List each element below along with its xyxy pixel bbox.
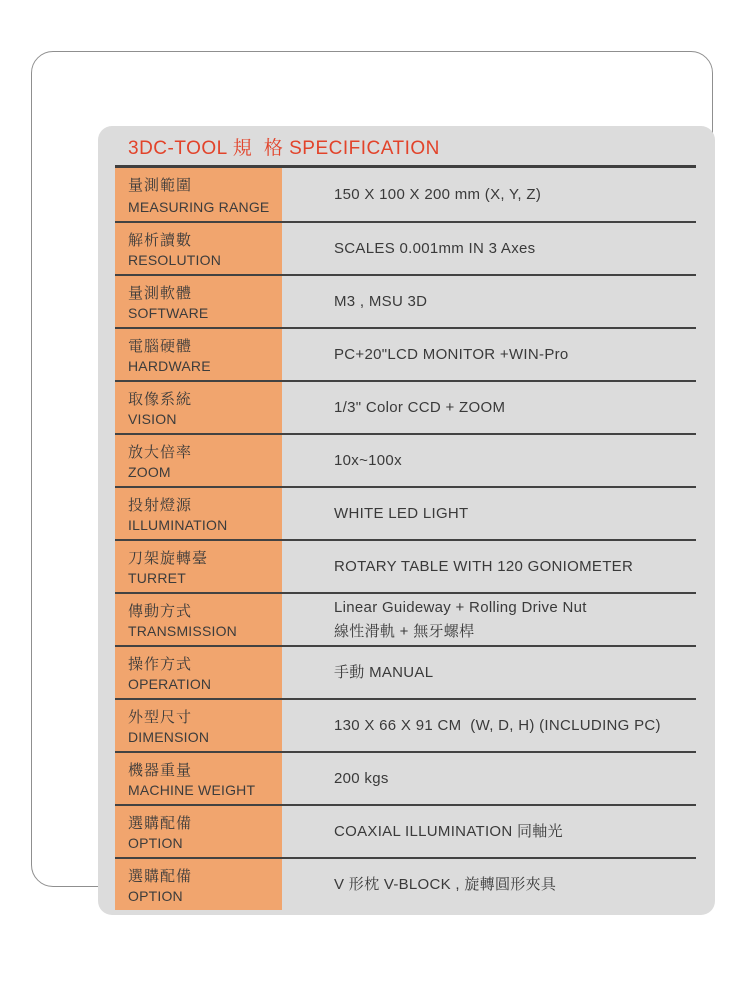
row-value-cell: [282, 541, 696, 592]
row-label-zh: 解析讀數: [128, 232, 193, 249]
row-label-zh: 傳動方式: [128, 603, 193, 620]
row-value-cell: [282, 594, 696, 645]
row-value-line: 200 kgs: [334, 769, 389, 787]
row-value-cell: [282, 382, 696, 433]
row-label-en: DIMENSION: [128, 729, 210, 745]
row-value-line: 130 X 66 X 91 CM (W, D, H) (INCLUDING PC): [334, 716, 661, 734]
row-label-cell: [115, 488, 282, 539]
row-label-zh: 外型尺寸: [128, 709, 193, 726]
row-value-cell: [282, 435, 696, 486]
row-label-cell: [115, 435, 282, 486]
row-value-cell: [282, 223, 696, 274]
table-row: [115, 486, 696, 539]
row-value-cell: [282, 276, 696, 327]
row-label-en: RESOLUTION: [128, 252, 222, 268]
page-title: 3DC-TOOL 規 格 SPECIFICATION: [128, 138, 440, 159]
row-value-cell: [282, 859, 696, 910]
row-value-line: 10x~100x: [334, 451, 402, 469]
row-label-en: SOFTWARE: [128, 305, 209, 321]
row-value-line: WHITE LED LIGHT: [334, 504, 469, 522]
row-label-en: MACHINE WEIGHT: [128, 782, 256, 798]
table-row: [115, 857, 696, 910]
row-label-cell: [115, 753, 282, 804]
row-value-line: 手動 MANUAL: [334, 663, 434, 681]
row-label-zh: 取像系統: [128, 391, 193, 408]
row-value-line: Linear Guideway + Rolling Drive Nut: [334, 598, 587, 616]
row-label-en: HARDWARE: [128, 358, 211, 374]
table-row: [115, 592, 696, 645]
row-label-cell: [115, 382, 282, 433]
row-value-cell: [282, 700, 696, 751]
row-label-cell: [115, 541, 282, 592]
table-row: [115, 804, 696, 857]
row-label-zh: 量測軟體: [128, 285, 193, 302]
table-row: [115, 327, 696, 380]
row-value-line: 1/3" Color CCD + ZOOM: [334, 398, 506, 416]
table-row: [115, 221, 696, 274]
row-value-cell: [282, 753, 696, 804]
row-label-zh: 選購配備: [128, 815, 193, 832]
row-value-line: 150 X 100 X 200 mm (X, Y, Z): [334, 185, 542, 203]
row-value-line: M3 , MSU 3D: [334, 292, 428, 310]
row-value-line: 線性滑軌 + 無牙螺桿: [334, 622, 475, 640]
row-label-zh: 刀架旋轉臺: [128, 550, 209, 567]
table-row: [115, 433, 696, 486]
spec-table: [115, 165, 696, 910]
row-label-en: ILLUMINATION: [128, 517, 228, 533]
table-row: [115, 274, 696, 327]
table-row: [115, 539, 696, 592]
row-label-cell: [115, 700, 282, 751]
row-label-cell: [115, 859, 282, 910]
row-value-line: V 形枕 V-BLOCK , 旋轉圓形夾具: [334, 875, 557, 893]
row-value-line: PC+20"LCD MONITOR +WIN-Pro: [334, 345, 569, 363]
table-row: [115, 698, 696, 751]
row-value-cell: [282, 806, 696, 857]
row-label-zh: 操作方式: [128, 656, 193, 673]
row-label-zh: 電腦硬體: [128, 338, 193, 355]
row-label-en: TRANSMISSION: [128, 623, 237, 639]
row-label-cell: [115, 223, 282, 274]
row-label-en: OPTION: [128, 835, 183, 851]
row-label-en: OPERATION: [128, 676, 212, 692]
table-row: [115, 645, 696, 698]
outer-border-box: [31, 51, 713, 904]
row-value-line: COAXIAL ILLUMINATION 同軸光: [334, 822, 563, 840]
row-label-cell: [115, 647, 282, 698]
row-value-cell: [282, 168, 696, 221]
table-row: [115, 751, 696, 804]
row-value-line: ROTARY TABLE WITH 120 GONIOMETER: [334, 557, 634, 575]
row-label-en: VISION: [128, 411, 177, 427]
row-label-cell: [115, 329, 282, 380]
row-label-cell: [115, 168, 282, 221]
row-label-en: TURRET: [128, 570, 186, 586]
row-label-zh: 量測範圍: [128, 177, 193, 194]
row-label-zh: 投射燈源: [128, 497, 193, 514]
row-label-cell: [115, 594, 282, 645]
row-label-cell: [115, 276, 282, 327]
row-label-cell: [115, 806, 282, 857]
table-row: [115, 380, 696, 433]
row-value-cell: [282, 488, 696, 539]
row-value-line: SCALES 0.001mm IN 3 Axes: [334, 239, 536, 257]
row-label-en: ZOOM: [128, 464, 171, 480]
row-label-zh: 機器重量: [128, 762, 193, 779]
row-value-cell: [282, 647, 696, 698]
table-row: [115, 168, 696, 221]
row-label-zh: 放大倍率: [128, 444, 193, 461]
row-label-zh: 選購配備: [128, 868, 193, 885]
row-value-cell: [282, 329, 696, 380]
row-label-en: MEASURING RANGE: [128, 199, 270, 215]
row-label-en: OPTION: [128, 888, 183, 904]
